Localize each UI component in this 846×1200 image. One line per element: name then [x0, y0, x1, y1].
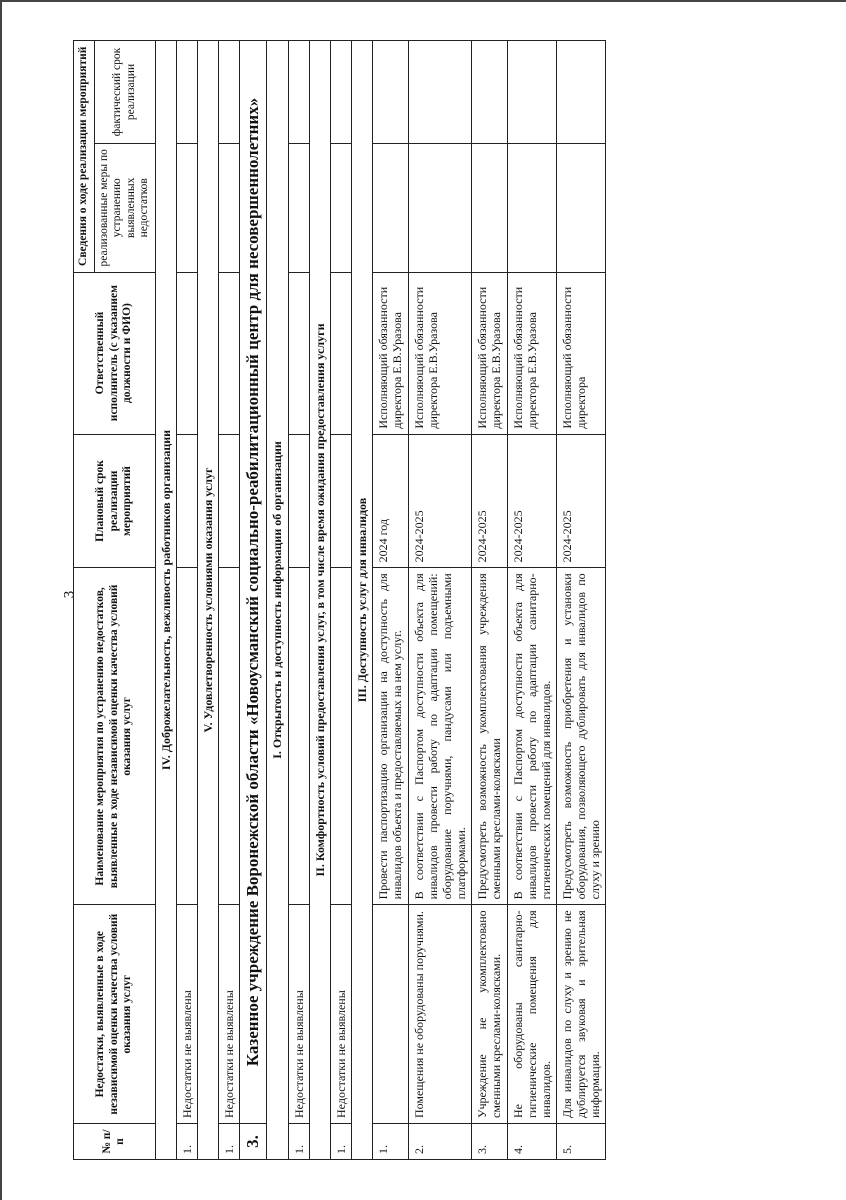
section-title-v: V. Удовлетворенность условиями оказания услуг: [198, 41, 219, 1160]
organization-num: 3.: [240, 1124, 267, 1160]
row-term: 2024-2025: [472, 434, 507, 568]
row-num: 5.: [556, 1124, 605, 1160]
table-row: [373, 41, 408, 1160]
row-num: 1.: [219, 1124, 240, 1160]
table-row: [288, 41, 309, 1160]
row-implemented: [507, 143, 556, 272]
row-deficiency: Недостатки не выявлены: [330, 905, 351, 1124]
row-actual-term: [373, 41, 408, 144]
row-deficiency: Недостатки не выявлены: [219, 905, 240, 1124]
row-responsible: Исполняющий обязанности директора Е.В.Уразова: [507, 272, 556, 434]
row-measure: В соответствии с Паспортом доступности объекта для инвалидов провести работу по адаптации помещений: оборудование поручнями, пандусами или подъемными платформами.: [408, 568, 472, 905]
rotated-table-sheet: [73, 40, 773, 1160]
row-responsible: Исполняющий обязанности директора: [556, 272, 605, 434]
row-deficiency: Помещения не оборудованы поручнями.: [408, 905, 472, 1124]
row-deficiency: Недостатки не выявлены: [176, 905, 197, 1124]
row-implemented: [373, 143, 408, 272]
table-row: [472, 41, 507, 1160]
row-num: 2.: [408, 1124, 472, 1160]
row-deficiency: Учреждение не укомплектовано сменными креслами-колясками.: [472, 905, 507, 1124]
row-deficiency: [373, 905, 408, 1124]
section-title-ii: II. Комфортность условий предоставления услуг, в том числе время ожидания предоставления услуги: [309, 41, 330, 1160]
row-measure: Предусмотреть возможность приобретения и установки оборудования, позволяющего дублировать для инвалидов по слуху и зрению: [556, 568, 605, 905]
table-row: [219, 41, 240, 1160]
header-term: Плановый срок реализации мероприятий: [74, 434, 156, 568]
header-responsible: Ответственный исполнитель (с указанием должности и ФИО): [74, 272, 156, 434]
row-deficiency: Не оборудованы санитарно-гигиенические помещения для инвалидов.: [507, 905, 556, 1124]
section-row: [352, 41, 373, 1160]
scan-line-top: [0, 0, 846, 2]
row-measure: Провести паспортизацию организации на доступность для инвалидов объекта и предоставляемых на нем услуг.: [373, 568, 408, 905]
row-actual-term: [472, 41, 507, 144]
section-title-i: I. Открытость и доступность информации об организации: [267, 41, 288, 1160]
header-num: № п/п: [74, 1124, 156, 1160]
row-measure: Предусмотреть возможность укомплектования учреждения сменными креслами-колясками: [472, 568, 507, 905]
table-row: [330, 41, 351, 1160]
header-deficiency: Недостатки, выявленные в ходе независимой оценки качества условий оказания услуг: [74, 905, 156, 1124]
row-implemented: [408, 143, 472, 272]
table-row: [176, 41, 197, 1160]
row-term: 2024-2025: [408, 434, 472, 568]
organization-row: [240, 41, 267, 1160]
section-row: [267, 41, 288, 1160]
row-term: 2024 год: [373, 434, 408, 568]
header-actual-term: фактический срок реализации: [94, 41, 155, 144]
header-progress: Сведения о ходе реализации мероприятий: [74, 41, 95, 273]
row-num: 1.: [288, 1124, 309, 1160]
row-actual-term: [507, 41, 556, 144]
row-responsible: Исполняющий обязанности директора Е.В.Уразова: [373, 272, 408, 434]
organization-title: Казенное учреждение Воронежской области «Новоусманский социально-реабилитационный центр для несовершеннолетних»: [240, 41, 267, 1124]
section-row: [155, 41, 176, 1160]
table-row: [556, 41, 605, 1160]
row-num: 3.: [472, 1124, 507, 1160]
row-implemented: [472, 143, 507, 272]
scan-line-left: [0, 0, 2, 1200]
row-term: 2024-2025: [507, 434, 556, 568]
header-measure: Наименование мероприятия по устранению недостатков, выявленные в ходе независимой оценки качества условий оказания услуг: [74, 568, 156, 905]
row-actual-term: [408, 41, 472, 144]
table-row: [408, 41, 472, 1160]
row-responsible: Исполняющий обязанности директора Е.В.Уразова: [408, 272, 472, 434]
row-term: 2024-2025: [556, 434, 605, 568]
section-title-iii: III. Доступность услуг для инвалидов: [352, 41, 373, 1160]
header-implemented-measures: реализованные меры по устранению выявленных недостатков: [94, 143, 155, 272]
section-title-iv: IV. Доброжелательность, вежливость работников организации: [155, 41, 176, 1160]
row-deficiency: Недостатки не выявлены: [288, 905, 309, 1124]
row-num: 1.: [373, 1124, 408, 1160]
page-number: 3: [61, 590, 78, 599]
row-num: 4.: [507, 1124, 556, 1160]
row-actual-term: [556, 41, 605, 144]
row-responsible: Исполняющий обязанности директора Е.В.Уразова: [472, 272, 507, 434]
row-implemented: [556, 143, 605, 272]
table-row: [507, 41, 556, 1160]
row-num: 1.: [176, 1124, 197, 1160]
row-measure: В соответствии с Паспортом доступности объекта для инвалидов провести работу по адаптации санитарно-гигиенических помещений для инвалидов.: [507, 568, 556, 905]
section-row: [309, 41, 330, 1160]
section-row: [198, 41, 219, 1160]
row-num: 1.: [330, 1124, 351, 1160]
measures-table: [73, 40, 606, 1160]
row-deficiency: Для инвалидов по слуху и зрению не дублируется звуковая и зрительная информация.: [556, 905, 605, 1124]
table-header-row: [74, 41, 95, 1160]
